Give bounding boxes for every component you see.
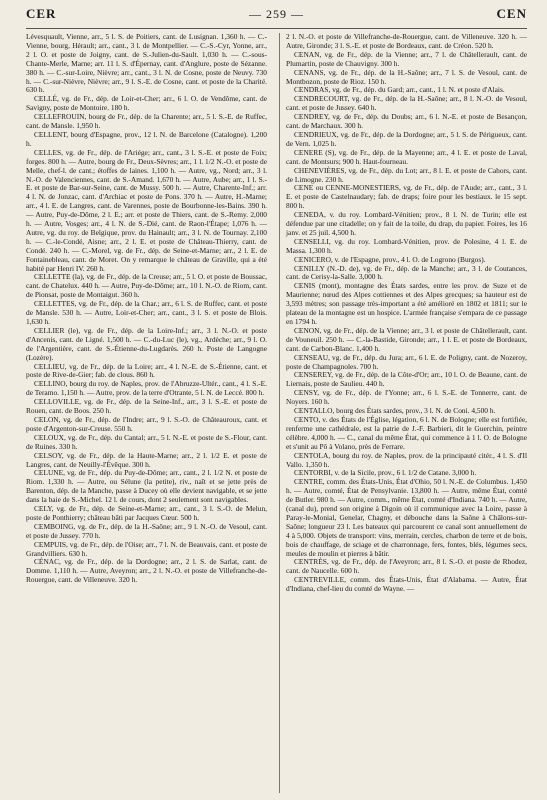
running-header <box>26 6 527 29</box>
dictionary-entry: CENANS, vg. de Fr., dép. de la H.-Saône; arr., 7 l. S. de Vesoul, cant. de Montbozon, poste de Rioz. 150 h. <box>286 67 527 86</box>
dictionary-entry: CELY, vg. de Fr., dép. de Seine-et-Marne; arr., cant., 3 l. S.-O. de Melun, poste de Ponthierry; château bâti par Jacques Cœur. 500 h. <box>26 504 267 522</box>
dictionary-entry: CELLETTES, vg. de Fr., dép. de la Char.; arr., 6 l. S. de Ruffec, cant. et poste de Mansle. 530 h. — Autre, Loir-et-Cher; arr., cant., 3 l. S. et poste de Blois. 1,630 h. <box>26 299 267 326</box>
dictionary-entry: CENTRÈS, vg. de Fr., dép. de l'Aveyron; arr., 8 l. S.-O. et poste de Rhodez, cant. de Naucelle. 600 h. <box>286 557 527 576</box>
dictionary-entry: CENON, vg. de Fr., dép. de la Vienne; arr., 3 l. et poste de Châtellerault, cant. de Vouneuil. 250 h. — C.-la-Bastide, Gironde; arr., 1 l. E. et poste de Bordeaux, cant. de Carbon-Blanc. 1,400 h. <box>286 325 527 353</box>
dictionary-entry: CENSELLI, vg. du roy. Lombard-Vénitien, prov. de Polesine, 4 l. E. de Massa. 1,300 h. <box>286 236 527 255</box>
dictionary-entry: CENDRIEUX, vg. de Fr., dép. de la Dordogne; arr., 5 l. S. de Périgueux, cant. de Vern. 1,025 h. <box>286 129 527 148</box>
dictionary-entry: CENTALLO, bourg des États sardes, prov., 3 l. N. de Coni. 4,500 h. <box>294 406 496 416</box>
dictionary-entry: CENDREY, vg. de Fr., dép. du Doubs; arr., 6 l. N.-E. et poste de Besançon, cant. de Marchaux. 300 h. <box>286 112 527 131</box>
dictionary-entry: CENSEAU, vg. de Fr., dép. du Jura; arr., 6 l. E. de Poligny, cant. de Nozeroy, poste de Champagnoles. 700 h. <box>286 352 527 371</box>
dictionary-entry: Lévesquault, Vienne, arr., 5 l. S. de Poitiers, cant. de Lusignan. 1,360 h. — C.-Vienne, bourg, Hérault; arr., cant., 3 l. de Montpellier. — C.-S.-Cyr, Yonne, arr., 2 l. O. et poste de Joigny, cant. de S.-Julien-du-Sault. 1,030 h. — C.-sous-Chante-Merle, Marne; arr. 11 l. S. d'Épernay, cant. d'Anglure, poste de Sézanne. 380 h. — C.-sur-Loire, Nièvre; arr., cant., 3 l. N. de Cosne, poste de Neuvy. 730 h. — C.-sur-Nièvre, Nièvre; arr., 9 l. S.-E. de Cosne, cant. et poste de la Charité. 630 h. <box>26 33 267 95</box>
dictionary-entry: CELLOVILLE, vg. de Fr., dép. de la Seine-Inf., arr., 3 l. S.-E. et poste de Rouen, cant. de Boos. 250 h. <box>26 397 267 416</box>
dictionary-entry: CENTO, v. des États de l'Église, légation, 6 l. N. de Bologne; elle est fortifiée, renferme une cathédrale, est la patrie de J.-F. Barbieri, dit le Guerchin, peintre célèbre. 4,000 h. — C., canal du même État, qui commence à 1 l. O. de Bologne et s'unit au Pô à Volano, près de Ferrare. <box>286 414 527 451</box>
dictionary-entry: CENICERO, v. de l'Espagne, prov., 4 l. O. de Logrono (Burgos). <box>294 254 486 264</box>
dictionary-entry: CENSY, vg. de Fr., dép. de l'Yonne; arr., 6 l. S.-E. de Tonnerre, cant. de Noyers. 160 h. <box>286 388 527 407</box>
dictionary-entry: CENAN, vg. de Fr., dép. de la Vienne; arr., 7 l. de Châtellerault, cant. de Plumartin, poste de Chauvigny. 300 h. <box>286 49 527 68</box>
dictionary-entry: CENERE (S), vg. de Fr., dép. de la Mayenne; arr., 4 l. E. et poste de Laval, cant. de Montsurs; 900 h. Haut-fourneau. <box>286 147 527 166</box>
dictionary-entry: CELLETTE (la), vg. de Fr., dép. de la Creuse; arr., 5 l. O. et poste de Boussac, cant. de Chatelux. 440 h. — Autre, Puy-de-Dôme; arr., 10 l. N.-O. de Riom, cant. de Pionsat, poste de Montaigut. 360 h. <box>26 272 267 300</box>
dictionary-entry: CENSEREY, vg. de Fr., dép. de la Côte-d'Or; arr., 10 l. O. de Beaune, cant. de Liernais, poste de Saulieu. 440 h. <box>286 370 527 389</box>
dictionary-entry: CELUNE, vg. de Fr., dép. du Puy-de-Dôme; arr., cant., 2 l. 1/2 N. et poste de Riom. 1,330 h. — Autre, ou Sélune (la petite), riv., naît et se jette près de Barenton, dép. de la Manche, passe à Ducey où elle devient navigable, et se jette dans la baie de S.-Michel. 12 l. de cours, dont 2 seulement sont navigables. <box>26 468 267 505</box>
dictionary-entry: CENDRAS, vg. de Fr., dép. du Gard; arr., cant., 1 l. N. et poste d'Alais. <box>294 85 505 95</box>
dictionary-entry: CHENEVIÈRES, vg. de Fr., dép. du Lot; arr., 8 l. E. et poste de Cahors, cant. de Limogne. 230 h. <box>286 165 527 184</box>
dictionary-entry: CENDRECOURT, vg. de Fr., dép. de la H.-Saône; arr., 8 l. N.-O. de Vesoul, cant. et poste de Jussey. 640 h. <box>286 94 527 113</box>
right-column <box>279 33 527 793</box>
page-number: — 259 — <box>249 7 304 21</box>
dictionary-entry: CENIS (mont), montagne des États sardes, entre les prov. de Suze et de Maurienne; nœud des Alpes cottiennes et des Alpes grecques; sa hauteur est de 3,593 mètres; son passage très-important a été amélioré en 1802 et 1811; sur le plateau de la montagne est un hospice. L'armée française s'empara de ce passage en 1794 h. <box>286 281 527 326</box>
dictionary-entry: CÉNAC, vg. de Fr., dép. de la Dordogne; arr., 2 l. S. de Sarlat, cant. de Domme. 1,110 h. — Autre, Aveyron; arr., 2 l. N.-O. et poste de Villefranche-de-Rouergue, cant. de Villeneuve. 320 h. <box>26 557 267 585</box>
dictionary-entry: CELLEFROUIN, bourg de Fr., dép. de la Charente; arr., 5 l. S.-E. de Ruffec, cant. de Mansle. 1,950 h. <box>26 112 267 131</box>
dictionary-entry: CENTOLA, bourg du roy. de Naples, prov. de la principauté citér., 4 l. S. d'Il Vallo. 1,350 h. <box>286 450 527 469</box>
dictionary-entry: CELLIEU, vg. de Fr., dép. de la Loire; arr., 4 l. N.-E. de S.-Étienne, cant. et poste de Rive-de-Gier; fab. de clous. 860 h. <box>26 361 267 380</box>
text-columns <box>26 33 527 793</box>
dictionary-entry: CENTORBI, v. de la Sicile, prov., 6 l. 1/2 de Catane. 3,000 h. <box>294 468 477 478</box>
dictionary-entry: CEMBOING, vg. de Fr., dép. de la H.-Saône; arr., 9 l. N.-O. de Vesoul, cant. et poste de Jussey. 770 h. <box>26 521 267 540</box>
dictionary-entry: CENE ou CENNE-MONESTIERS, vg. de Fr., dép. de l'Aude; arr., cant., 3 l. E. et poste de Castelnaudary; fab. de draps; foire pour les bestiaux. le 15 sept. 800 h. <box>286 183 527 211</box>
dictionary-entry: CENTREVILLE, comm. des États-Unis, État d'Alabama. — Autre, État d'Indiana, chef-lieu du comté de Wayne. — <box>286 575 527 594</box>
dictionary-entry: CENEDA, v. du roy. Lombard-Vénitien; prov., 8 l. N. de Turin; elle est défendue par une citadelle; on y fait de la toile, du drap, du papier. Foires, les 16 janv. et 25 juil. 4,500 h. <box>286 210 527 237</box>
dictionary-entry: CELLIER (le), vg. de Fr., dép. de la Loire-Inf.; arr., 3 l. N.-O. et poste d'Ancenis, cant. de Ligné. 1,500 h. — C.-du-Luc (le), vg., Ardèche; arr., 9 l. O. de l'Argentière, cant. de S.-Étienne-du-Lugdarès. 260 h. Poste de Langogne (Lozère). <box>26 325 267 362</box>
dictionary-entry: CELSOY, vg. de Fr., dép. de la Haute-Marne; arr., 2 l. 1/2 E. et poste de Langres, cant. de Neuilly-l'Évêque. 300 h. <box>26 450 267 469</box>
dictionary-entry: CEMPUIS, vg. de Fr., dép. de l'Oise; arr., 7 l. N. de Beauvais, cant. et poste de Grandvilliers. 630 h. <box>26 539 267 558</box>
dictionary-entry: CELLÉ, vg. de Fr., dép. de Loir-et-Cher; arr., 6 l. O. de Vendôme, cant. de Savigny, poste de Montoire. 180 h. <box>26 94 267 113</box>
header-left-word: CER <box>26 6 57 21</box>
dictionary-entry: CELON, vg. de Fr., dép. de l'Indre; arr., 9 l. S.-O. de Châteauroux, cant. et poste d'Argenton-sur-Creuse. 550 h. <box>26 414 267 433</box>
dictionary-entry: CENILLY (N.-D. de), vg. de Fr., dép. de la Manche; arr., 3 l. de Coutances, cant. de Cerisy-la-Salle. 3,000 h. <box>286 263 527 282</box>
dictionary-entry: CELLINO, bourg du roy. de Naples, prov. de l'Abruzze-Ultér., cant., 4 l. S.-E. de Teramo. 1,150 h. — Autre, prov. de la terre d'Otrante, 5 l. N. de Leccé. 800 h. <box>26 379 267 398</box>
dictionary-entry: CELOUX, vg. de Fr., dép. du Cantal; arr., 5 l. N.-E. et poste de S.-Flour, cant. de Ruines. 330 h. <box>26 432 267 451</box>
header-right-word: CEN <box>496 6 527 21</box>
dictionary-entry: 2 l. N.-O. et poste de Villefranche-de-Rouergue, cant. de Villeneuve. 320 h. — Autre, Gironde; 3 l. S.-E. et poste de Bordeaux, cant. de Créon. 520 h. <box>286 33 527 50</box>
dictionary-entry: CELLENT, bourg d'Espagne, prov., 12 l. N. de Barcelone (Catalogne). 1,200 h. <box>26 129 267 148</box>
left-column <box>26 33 267 793</box>
dictionary-entry: CENTRE, comm. des États-Unis, État d'Ohio, 50 l. N.-E. de Columbus. 1,450 h. — Autre, comté, État de Pensylvanie. 13,800 h. — Autre, même État, comté de Butler. 980 h. — Autre, comm., même État, comté d'Indiana. 740 h. — Autre, (canal du), prend son origine à Digoin où il communique avec la Loire, passe à Paray-le-Monial, Genelar, Chagny, et débouche dans la Saône à Châlons-sur-Saône; longueur 23 l. Les bateaux qui parcourent ce canal sont annuellement de 4 à 5,000. Objets de transport: vins, merrain, cercles, charbon de terre et de bois, bois de chauffage, de sciage et de charronnage, fers, fontes, blés, légumes secs, meules de moulin et pierres à bâtir. <box>286 477 527 558</box>
dictionary-entry: CELLES, vg. de Fr., dép. de l'Ariége; arr., cant., 3 l. S.-E. et poste de Foix; forges. 800 h. — Autre, bourg de Fr., Deux-Sèvres; arr., 1 l. 1/2 N.-O. et poste de Melle, chef-l. de cant.; étoffes de laines. 1,100 h. — Autre, vg., Nord; arr., 3 l. N.-O. de Valenciennes, cant. de S.-Amand. 1,670 h. — Autre, Aube; arr., 1 l. S.-E. et poste de Bar-sur-Seine, cant. de Mussy. 500 h. — Autre, Charente-Inf.; arr. 4 l. N. de Jonzac, cant. d'Archiac et poste de Pons. 370 h. — Autre, H.-Marne; arr., 4 l. E. de Langres, cant. de Varennes, poste de Bourbonne-les-Bains. 390 h. — Autre, Puy-de-Dôme, 2 l. E.; arr. et poste de Thiers, cant. de S.-Remy. 2,000 h. — Autre, Vosges; arr., 4 l. N. de S.-Dié, cant. de Raon-l'Étape; 1,076 h. — Autre, vg. du roy. de Belgique, prov. du Hainault; arr., 3 l. N. de Tournay. 2,100 h. — C.-le-Condé, Aisne; arr., 2 l. E. et poste de Château-Thierry, cant. de Condé. 240 h. — C.-Morel, vg. de Fr., dép. de Seine-et-Marne; arr., 2 l. E. de Fontainebleau, cant. de Moret. On y remarque le château de Graville, qui a été habité par Henri IV. 260 h. <box>26 147 267 273</box>
